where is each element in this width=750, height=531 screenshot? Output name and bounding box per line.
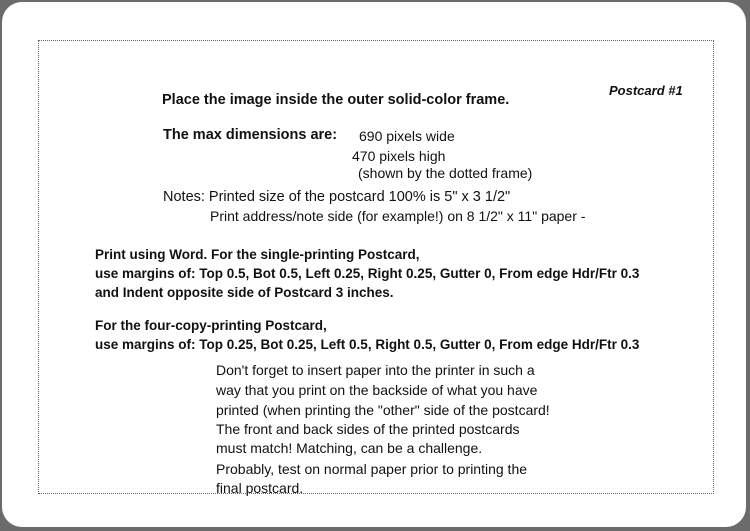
max-dimensions-label: The max dimensions are: bbox=[163, 127, 338, 143]
notes-printed-size: Notes: Printed size of the postcard 100% is 5" x 3 1/2" bbox=[163, 189, 511, 205]
text-line: and Indent opposite side of Postcard 3 inches. bbox=[95, 285, 394, 300]
text-line: For the four-copy-printing Postcard, bbox=[95, 318, 327, 333]
max-width-value: 690 pixels wide bbox=[359, 128, 455, 144]
text-line: Probably, test on normal paper prior to printing the bbox=[216, 461, 528, 477]
postcard-card bbox=[2, 2, 746, 527]
text-line: printed (when printing the "other" side of the postcard! bbox=[216, 402, 550, 418]
text-line: Print using Word. For the single-printing Postcard, bbox=[95, 247, 420, 262]
max-height-value: 470 pixels high bbox=[352, 148, 446, 164]
test-note bbox=[216, 460, 527, 498]
single-printing-instructions bbox=[95, 245, 639, 302]
text-line: Don't forget to insert paper into the printer in such a bbox=[216, 362, 535, 378]
text-line: must match! Matching, can be a challenge. bbox=[216, 440, 483, 456]
paper-reminder bbox=[216, 360, 550, 420]
text-line: use margins of: Top 0.25, Bot 0.25, Left 0.5, Right 0.5, Gutter 0, From edge Hdr/Ftr 0.3 bbox=[95, 337, 640, 352]
matching-note bbox=[216, 420, 520, 458]
text-line: use margins of: Top 0.5, Bot 0.5, Left 0.25, Right 0.25, Gutter 0, From edge Hdr/Ftr 0.3 bbox=[95, 266, 640, 281]
postcard-label: Postcard #1 bbox=[609, 83, 683, 98]
dotted-frame-note: (shown by the dotted frame) bbox=[358, 165, 533, 181]
text-line: The front and back sides of the printed postcards bbox=[216, 421, 520, 437]
notes-print-address: Print address/note side (for example!) on 8 1/2" x 11" paper - bbox=[210, 208, 586, 224]
text-line: way that you print on the backside of what you have bbox=[216, 382, 538, 398]
instruction-place-image: Place the image inside the outer solid-color frame. bbox=[162, 92, 510, 108]
four-copy-instructions bbox=[95, 316, 639, 354]
text-line: final postcard. bbox=[216, 480, 304, 496]
